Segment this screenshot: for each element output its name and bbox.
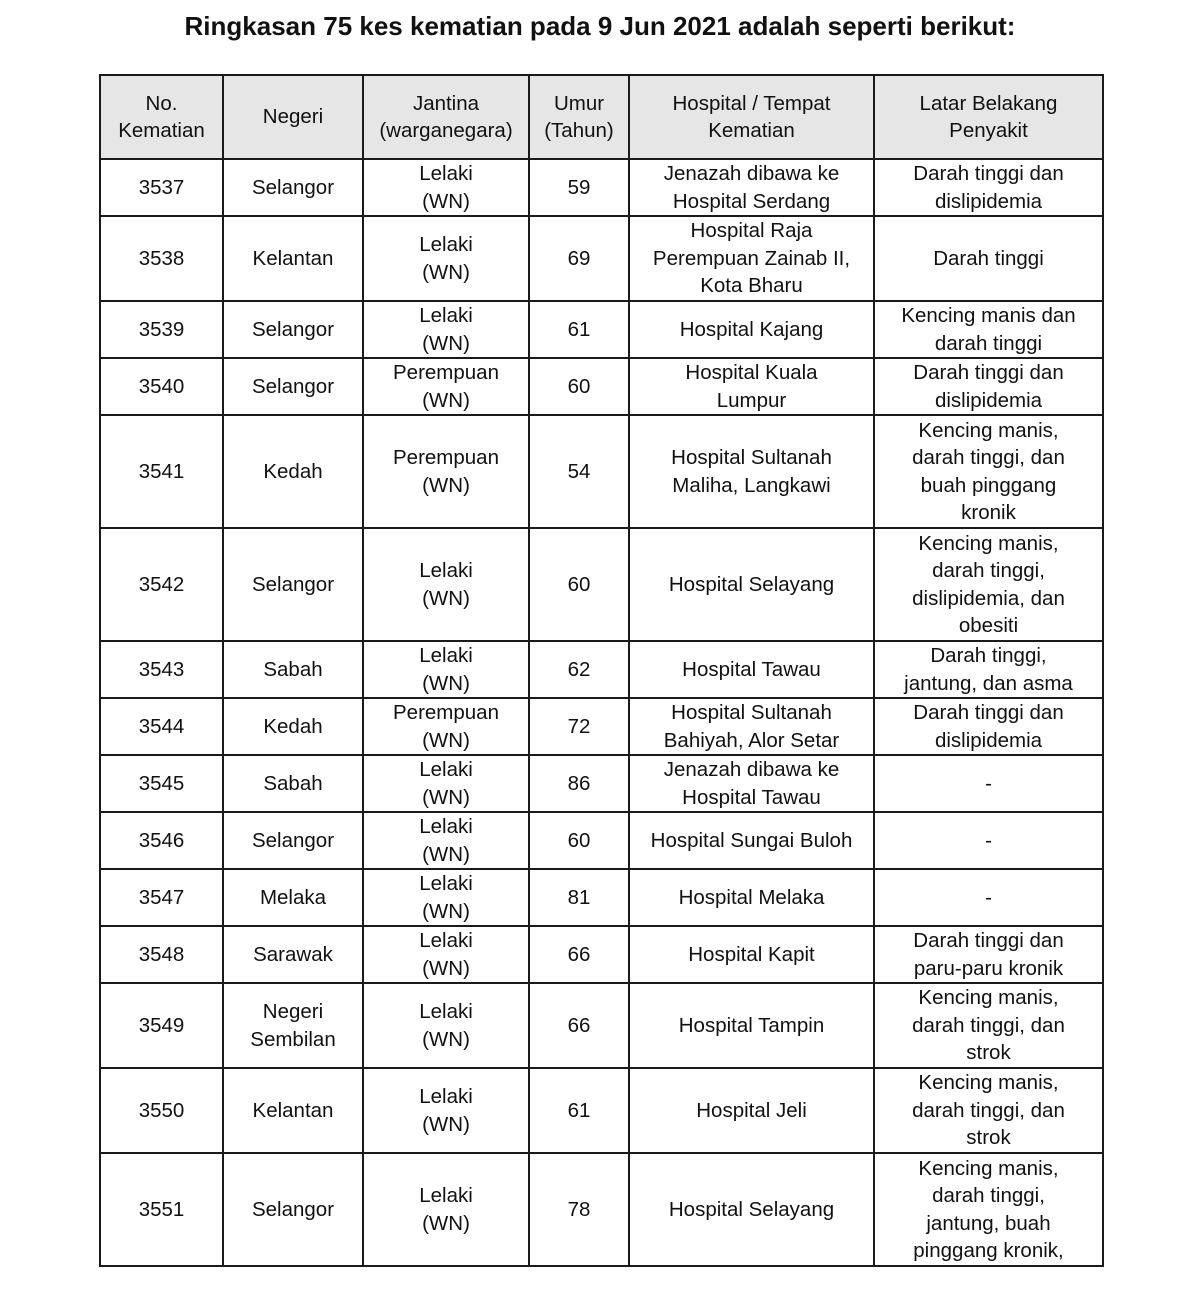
cell-line: Selangor: [251, 374, 335, 398]
cell-hospital: [629, 983, 874, 1068]
cell-umur: 78: [529, 1153, 629, 1266]
cell-line: Perempuan: [393, 361, 499, 384]
cell-line: kronik: [961, 501, 1016, 524]
table-row: [100, 415, 1103, 528]
cell-line: pinggang kronik,: [913, 1239, 1064, 1262]
header-line: (Tahun): [544, 119, 614, 142]
cell-negeri: [223, 415, 363, 528]
cell-line: Darah tinggi dan: [913, 361, 1064, 384]
cell-line: Lelaki: [419, 162, 473, 185]
cell-line: Lelaki: [419, 559, 473, 582]
cell-line: Lelaki: [419, 1000, 473, 1023]
table-row: [100, 926, 1103, 983]
cell-negeri: [223, 159, 363, 216]
cell-no-kematian: 3549: [100, 983, 223, 1068]
cell-negeri: [223, 869, 363, 926]
cell-line: Hospital Tawau: [682, 785, 821, 809]
table-row: [100, 812, 1103, 869]
cell-latar-belakang: [874, 528, 1103, 641]
cell-line: (WN): [422, 728, 470, 752]
cell-line: Hospital Selayang: [668, 1197, 835, 1221]
header-line: Latar Belakang: [919, 91, 1058, 115]
cell-line: Kencing manis,: [918, 531, 1059, 555]
cell-line: Kelantan: [252, 246, 334, 270]
cell-umur: 62: [529, 641, 629, 698]
cell-line: Lelaki: [419, 1184, 473, 1207]
table-row: [100, 528, 1103, 641]
cell-negeri: [223, 216, 363, 301]
cell-line: Kencing manis,: [918, 1071, 1059, 1095]
cell-line: (WN): [422, 899, 470, 923]
cell-line: Hospital Tampin: [678, 1013, 825, 1037]
cell-latar-belakang: [874, 755, 1103, 812]
cell-latar-belakang: [874, 216, 1103, 301]
cell-line: (WN): [422, 260, 470, 284]
cell-jantina: [363, 415, 529, 528]
cell-latar-belakang: [874, 983, 1103, 1068]
cell-line: strok: [966, 1126, 1011, 1150]
cell-line: (WN): [422, 1027, 470, 1051]
cell-no-kematian: 3546: [100, 812, 223, 869]
page-title: Ringkasan 75 kes kematian pada 9 Jun 2021 adalah seperti berikut:: [184, 11, 1016, 41]
cell-no-kematian: 3547: [100, 869, 223, 926]
cell-line: Hospital Kapit: [688, 942, 815, 966]
cell-line: Lelaki: [419, 872, 473, 895]
cell-hospital: [629, 926, 874, 983]
cell-hospital: [629, 159, 874, 216]
cell-line: Darah tinggi dan: [913, 162, 1064, 185]
table-header-row: [100, 75, 1103, 159]
cell-negeri: [223, 983, 363, 1068]
cell-line: Darah tinggi dan: [913, 701, 1064, 724]
header-line: Jantina: [412, 91, 480, 115]
cell-line: Maliha, Langkawi: [672, 473, 831, 497]
cell-line: Hospital Kuala: [685, 361, 818, 384]
cell-line: (WN): [422, 956, 470, 980]
cell-line: Negeri: [262, 1000, 324, 1023]
cell-line: Lelaki: [419, 233, 473, 256]
cell-umur: 69: [529, 216, 629, 301]
cell-line: Selangor: [251, 828, 335, 852]
cell-umur: 61: [529, 301, 629, 358]
cell-line: Lelaki: [419, 644, 473, 667]
cell-line: Jenazah dibawa ke: [663, 758, 840, 781]
cell-no-kematian: 3548: [100, 926, 223, 983]
cell-jantina: [363, 528, 529, 641]
header-line: Penyakit: [949, 119, 1028, 142]
cell-line: Hospital Kajang: [679, 317, 824, 341]
header-line: Kematian: [118, 119, 205, 142]
cell-line: Kencing manis,: [918, 986, 1059, 1010]
cell-latar-belakang: [874, 1153, 1103, 1266]
cell-line: Hospital Sultanah: [671, 701, 832, 724]
cell-negeri: [223, 641, 363, 698]
cell-line: Selangor: [251, 317, 335, 341]
cell-line: darah tinggi: [934, 331, 1043, 355]
header-negeri: [223, 75, 363, 159]
header-line: Kematian: [708, 119, 795, 142]
cell-latar-belakang: [874, 301, 1103, 358]
cell-no-kematian: 3542: [100, 528, 223, 641]
cell-line: Sembilan: [250, 1027, 336, 1051]
cell-umur: 86: [529, 755, 629, 812]
cell-hospital: [629, 301, 874, 358]
cell-line: dislipidemia: [934, 388, 1043, 412]
cell-line: Perempuan: [393, 701, 499, 724]
cell-line: (WN): [422, 473, 470, 497]
cell-line: Lelaki: [419, 304, 473, 327]
cell-line: buah pinggang: [920, 473, 1057, 497]
cell-line: darah tinggi,: [932, 1184, 1045, 1207]
cell-hospital: [629, 216, 874, 301]
cell-hospital: [629, 528, 874, 641]
cell-hospital: [629, 641, 874, 698]
cell-line: Kedah: [263, 459, 323, 483]
cell-jantina: [363, 159, 529, 216]
cell-negeri: [223, 358, 363, 415]
cell-negeri: [223, 812, 363, 869]
cell-line: Hospital Selayang: [668, 572, 835, 596]
cell-line: Hospital Jeli: [696, 1098, 807, 1122]
cell-jantina: [363, 358, 529, 415]
cell-no-kematian: 3538: [100, 216, 223, 301]
cell-jantina: [363, 698, 529, 755]
cell-line: Hospital Sultanah: [671, 446, 832, 469]
cell-jantina: [363, 869, 529, 926]
cell-line: strok: [966, 1041, 1011, 1065]
cell-line: Melaka: [259, 885, 327, 909]
cell-line: dislipidemia: [934, 189, 1043, 213]
cell-line: -: [985, 885, 992, 909]
cell-line: Selangor: [251, 1197, 335, 1221]
cell-hospital: [629, 1153, 874, 1266]
cell-line: (WN): [422, 785, 470, 809]
cell-line: paru-paru kronik: [913, 956, 1064, 980]
cell-line: Jenazah dibawa ke: [663, 162, 840, 185]
cell-latar-belakang: [874, 812, 1103, 869]
cell-latar-belakang: [874, 159, 1103, 216]
cell-negeri: [223, 755, 363, 812]
header-line: (warganegara): [379, 119, 513, 142]
cell-latar-belakang: [874, 1068, 1103, 1153]
cell-line: (WN): [422, 1112, 470, 1136]
cell-line: (WN): [422, 331, 470, 355]
table-row: [100, 641, 1103, 698]
cell-no-kematian: 3540: [100, 358, 223, 415]
cell-negeri: [223, 926, 363, 983]
cell-hospital: [629, 755, 874, 812]
cell-line: (WN): [422, 842, 470, 866]
cell-line: jantung, buah: [926, 1211, 1051, 1235]
cell-negeri: [223, 1153, 363, 1266]
cell-line: -: [985, 771, 992, 795]
cell-line: Lelaki: [419, 929, 473, 952]
cell-negeri: [223, 698, 363, 755]
cell-hospital: [629, 415, 874, 528]
cell-jantina: [363, 216, 529, 301]
cell-line: dislipidemia, dan: [912, 586, 1065, 610]
cell-line: Perempuan: [393, 446, 499, 469]
cell-line: Darah tinggi dan: [913, 929, 1064, 952]
cell-line: (WN): [422, 671, 470, 695]
cell-hospital: [629, 812, 874, 869]
table-row: [100, 755, 1103, 812]
cell-line: Darah tinggi: [933, 246, 1044, 270]
cell-no-kematian: 3541: [100, 415, 223, 528]
cell-latar-belakang: [874, 926, 1103, 983]
cell-umur: 59: [529, 159, 629, 216]
table-row: [100, 983, 1103, 1068]
cell-no-kematian: 3537: [100, 159, 223, 216]
header-jantina: [363, 75, 529, 159]
cell-line: Hospital Serdang: [672, 189, 831, 213]
cell-umur: 72: [529, 698, 629, 755]
cell-latar-belakang: [874, 358, 1103, 415]
cell-line: darah tinggi,: [932, 559, 1045, 582]
cell-negeri: [223, 1068, 363, 1153]
cell-line: (WN): [422, 388, 470, 412]
cell-hospital: [629, 358, 874, 415]
cell-line: Sabah: [263, 657, 323, 681]
cell-jantina: [363, 755, 529, 812]
cell-line: Hospital Melaka: [678, 885, 825, 909]
header-line: No.: [145, 91, 178, 115]
cell-umur: 54: [529, 415, 629, 528]
cell-negeri: [223, 528, 363, 641]
cell-umur: 60: [529, 528, 629, 641]
cell-line: Lumpur: [716, 388, 787, 412]
table-row: [100, 1068, 1103, 1153]
table-row: [100, 698, 1103, 755]
cell-line: Hospital Raja: [690, 219, 813, 243]
cell-jantina: [363, 926, 529, 983]
cell-line: darah tinggi, dan: [912, 1098, 1065, 1122]
cell-line: darah tinggi, dan: [912, 446, 1065, 469]
header-line: Hospital / Tempat: [672, 91, 831, 115]
cell-umur: 81: [529, 869, 629, 926]
header-umur: [529, 75, 629, 159]
cell-line: Selangor: [251, 175, 335, 199]
cell-no-kematian: 3550: [100, 1068, 223, 1153]
cell-line: Sabah: [263, 771, 323, 795]
cell-line: Kelantan: [252, 1098, 334, 1122]
table-row: [100, 869, 1103, 926]
cell-umur: 66: [529, 983, 629, 1068]
cell-jantina: [363, 301, 529, 358]
cell-line: jantung, dan asma: [904, 671, 1073, 695]
cell-jantina: [363, 812, 529, 869]
cell-latar-belakang: [874, 869, 1103, 926]
cell-line: (WN): [422, 586, 470, 610]
cell-line: dislipidemia: [934, 728, 1043, 752]
cell-no-kematian: 3543: [100, 641, 223, 698]
cell-line: -: [985, 828, 992, 852]
cell-jantina: [363, 1153, 529, 1266]
cell-latar-belakang: [874, 415, 1103, 528]
table-row: [100, 301, 1103, 358]
cell-line: (WN): [422, 189, 470, 213]
cell-line: Kencing manis,: [918, 418, 1059, 442]
header-no-kematian: [100, 75, 223, 159]
cell-line: Sarawak: [253, 942, 333, 966]
cell-jantina: [363, 1068, 529, 1153]
cell-line: Darah tinggi,: [930, 644, 1047, 667]
header-line: Negeri: [262, 105, 324, 129]
table-row: [100, 159, 1103, 216]
cell-negeri: [223, 301, 363, 358]
cell-line: Hospital Sungai Buloh: [650, 828, 853, 852]
cell-line: Lelaki: [419, 758, 473, 781]
cell-line: darah tinggi, dan: [912, 1013, 1065, 1037]
table-body: [100, 159, 1103, 1266]
cell-umur: 61: [529, 1068, 629, 1153]
cell-line: Hospital Tawau: [682, 657, 821, 681]
cell-line: Kencing manis dan: [901, 304, 1076, 327]
header-latar-belakang: [874, 75, 1103, 159]
cell-umur: 66: [529, 926, 629, 983]
cell-no-kematian: 3544: [100, 698, 223, 755]
cell-no-kematian: 3539: [100, 301, 223, 358]
table-row: [100, 216, 1103, 301]
cell-no-kematian: 3551: [100, 1153, 223, 1266]
death-cases-table: [99, 74, 1104, 1267]
cell-latar-belakang: [874, 641, 1103, 698]
cell-line: Kencing manis,: [918, 1156, 1059, 1180]
cell-jantina: [363, 641, 529, 698]
cell-umur: 60: [529, 812, 629, 869]
header-hospital: [629, 75, 874, 159]
cell-hospital: [629, 1068, 874, 1153]
cell-hospital: [629, 869, 874, 926]
cell-line: Lelaki: [419, 815, 473, 838]
cell-line: Perempuan Zainab II,: [652, 246, 851, 270]
cell-latar-belakang: [874, 698, 1103, 755]
table-row: [100, 358, 1103, 415]
cell-line: Lelaki: [419, 1085, 473, 1108]
cell-line: (WN): [422, 1211, 470, 1235]
header-line: Umur: [553, 91, 605, 115]
cell-line: obesiti: [958, 614, 1019, 637]
cell-hospital: [629, 698, 874, 755]
cell-line: Kedah: [263, 714, 323, 738]
cell-line: Selangor: [251, 572, 335, 596]
table-row: [100, 1153, 1103, 1266]
cell-umur: 60: [529, 358, 629, 415]
cell-no-kematian: 3545: [100, 755, 223, 812]
cell-line: Bahiyah, Alor Setar: [663, 728, 840, 752]
cell-jantina: [363, 983, 529, 1068]
cell-line: Kota Bharu: [700, 274, 803, 298]
